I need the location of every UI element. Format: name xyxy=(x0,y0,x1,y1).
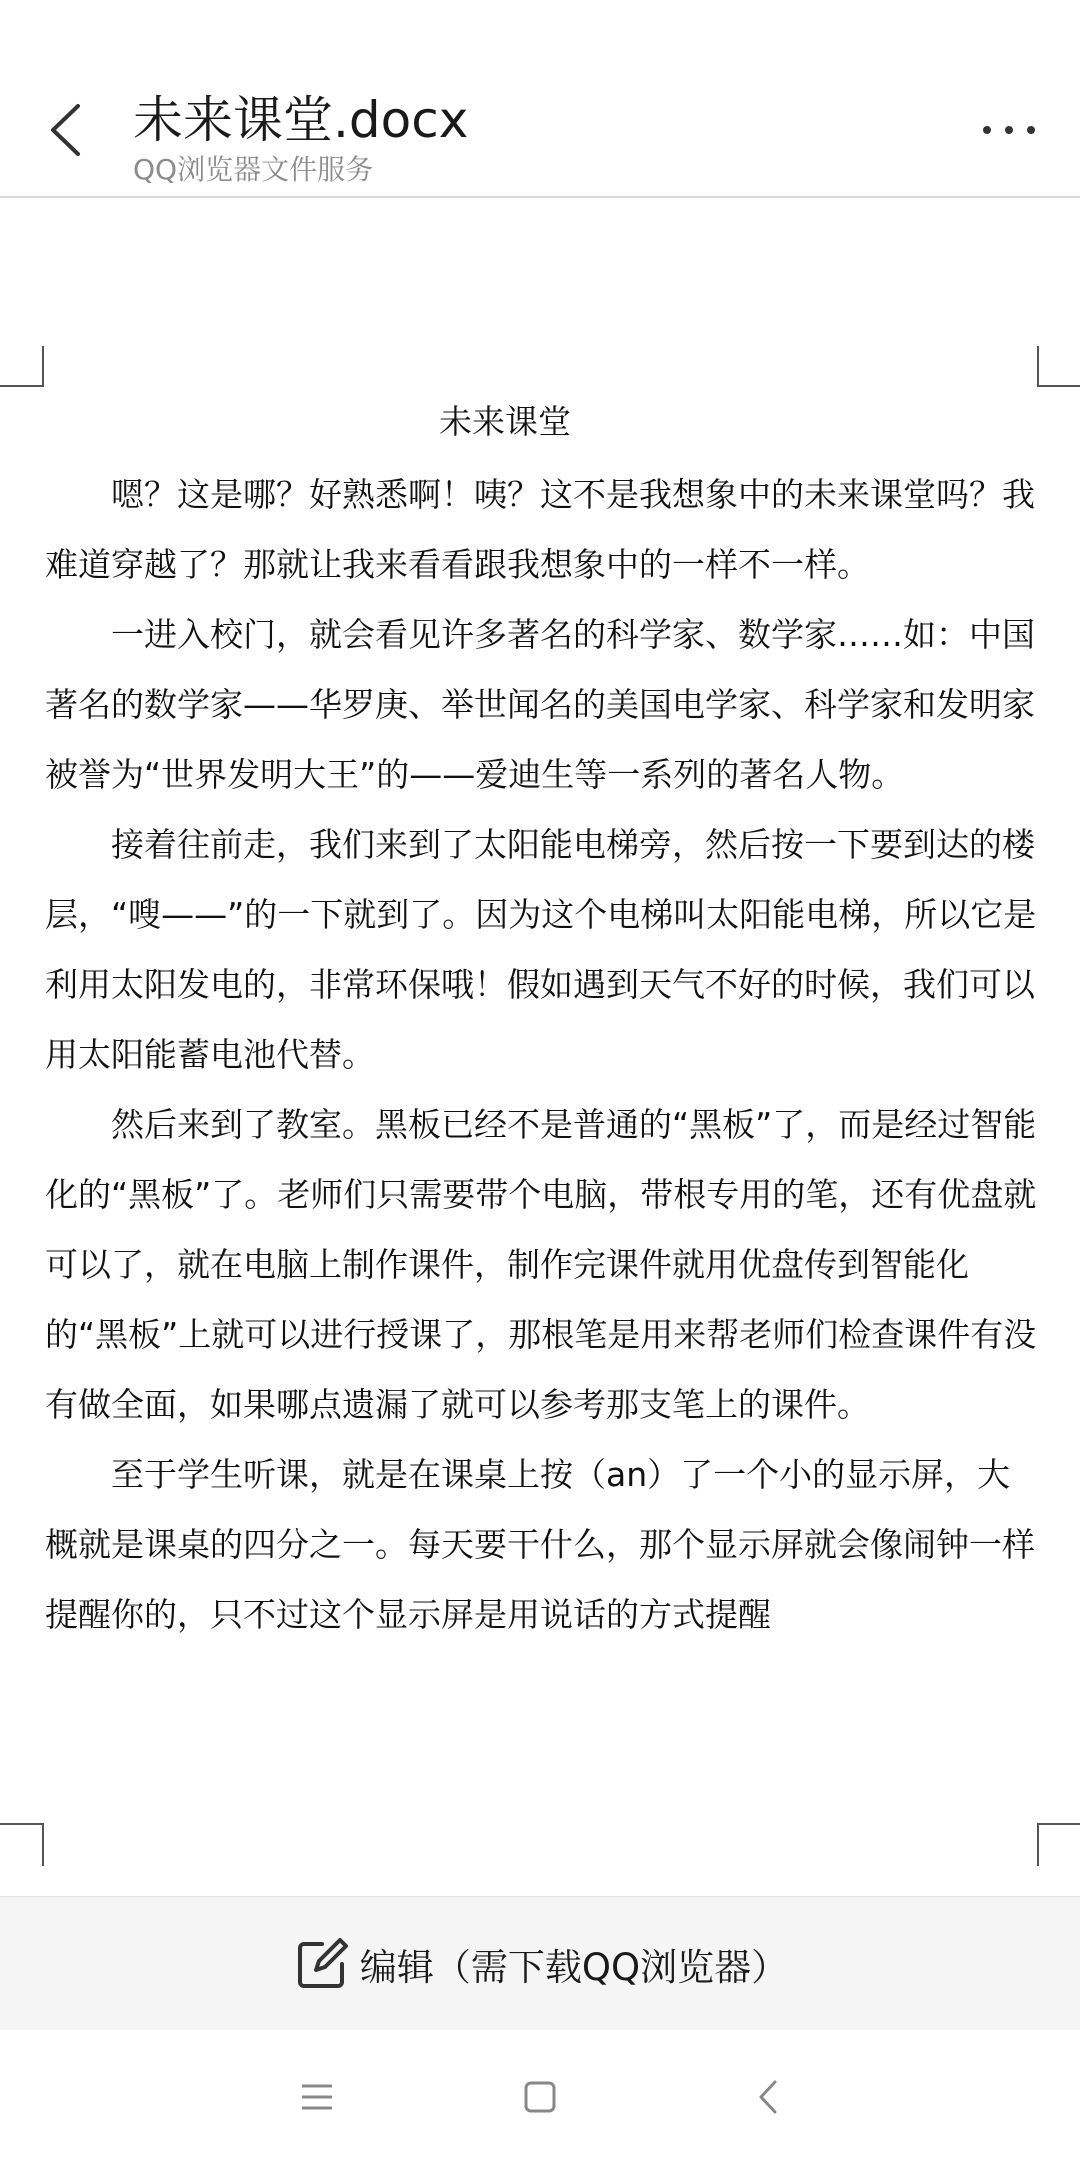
paragraph: 至于学生听课，就是在课桌上按（an）了一个小的显示屏，大概就是课桌的四分之一。每天要干什么，那个显示屏就会像闹钟一样提醒你的，只不过这个显示屏是用说话的方式提醒 xyxy=(45,1455,1035,1634)
paragraph: 嗯？这是哪？好熟悉啊！咦？这不是我想象中的未来课堂吗？我难道穿越了？那就让我来看看跟我想象中的一样不一样。 xyxy=(45,475,1035,584)
paragraph: 接着往前走，我们来到了太阳能电梯旁，然后按一下要到达的楼层，“嗖——”的一下就到了。因为这个电梯叫太阳能电梯，所以它是利用太阳发电的，非常环保哦！假如遇到天气不好的时候，我们可以用太阳能蓄电池代替。 xyxy=(45,825,1037,1074)
nav-back-button[interactable] xyxy=(738,2072,798,2122)
document-title: 未来课堂 xyxy=(439,402,571,441)
nav-menu-button[interactable] xyxy=(287,2072,347,2122)
corner-mark-top-left xyxy=(0,346,46,388)
edit-button-label: 编辑（需下载QQ浏览器） xyxy=(359,1946,789,1989)
corner-mark-bottom-left xyxy=(0,1822,46,1866)
paragraph: 然后来到了教室。黑板已经不是普通的“黑板”了，而是经过智能化的“黑板”了。老师们只需要带个电脑，带根专用的笔，还有优盘就可以了，就在电脑上制作课件，制作完课件就用优盘传到智能化的“黑板”上就可以进行授课了，那根笔是用来帮老师们检查课件有没有做全面，如果哪点遗漏了就可以参考那支笔上的课件。 xyxy=(45,1105,1037,1424)
more-dots-icon xyxy=(981,124,1037,136)
corner-mark-top-right xyxy=(1036,346,1080,388)
nav-back-icon xyxy=(757,2079,779,2115)
document-viewer[interactable] xyxy=(0,198,1080,1896)
menu-icon xyxy=(300,2082,334,2112)
corner-mark-bottom-right xyxy=(1036,1822,1080,1866)
app-header xyxy=(0,0,1080,198)
document-body xyxy=(45,460,1043,1650)
back-button[interactable] xyxy=(40,95,90,165)
edit-bar xyxy=(0,1896,1080,2031)
edit-button[interactable] xyxy=(292,1934,788,1994)
edit-icon xyxy=(292,1934,352,1994)
nav-home-button[interactable] xyxy=(510,2072,570,2122)
home-icon xyxy=(523,2080,557,2114)
system-nav-bar xyxy=(0,2030,1080,2160)
more-button[interactable] xyxy=(974,110,1044,150)
back-arrow-icon xyxy=(48,102,82,158)
paragraph: 一进入校门，就会看见许多著名的科学家、数学家……如：中国著名的数学家——华罗庚、举世闻名的美国电学家、科学家和发明家被誉为“世界发明大王”的——爱迪生等一系列的著名人物。 xyxy=(45,615,1035,794)
file-service-label: QQ浏览器文件服务 xyxy=(133,153,374,186)
file-title: 未来课堂.docx xyxy=(133,91,469,149)
